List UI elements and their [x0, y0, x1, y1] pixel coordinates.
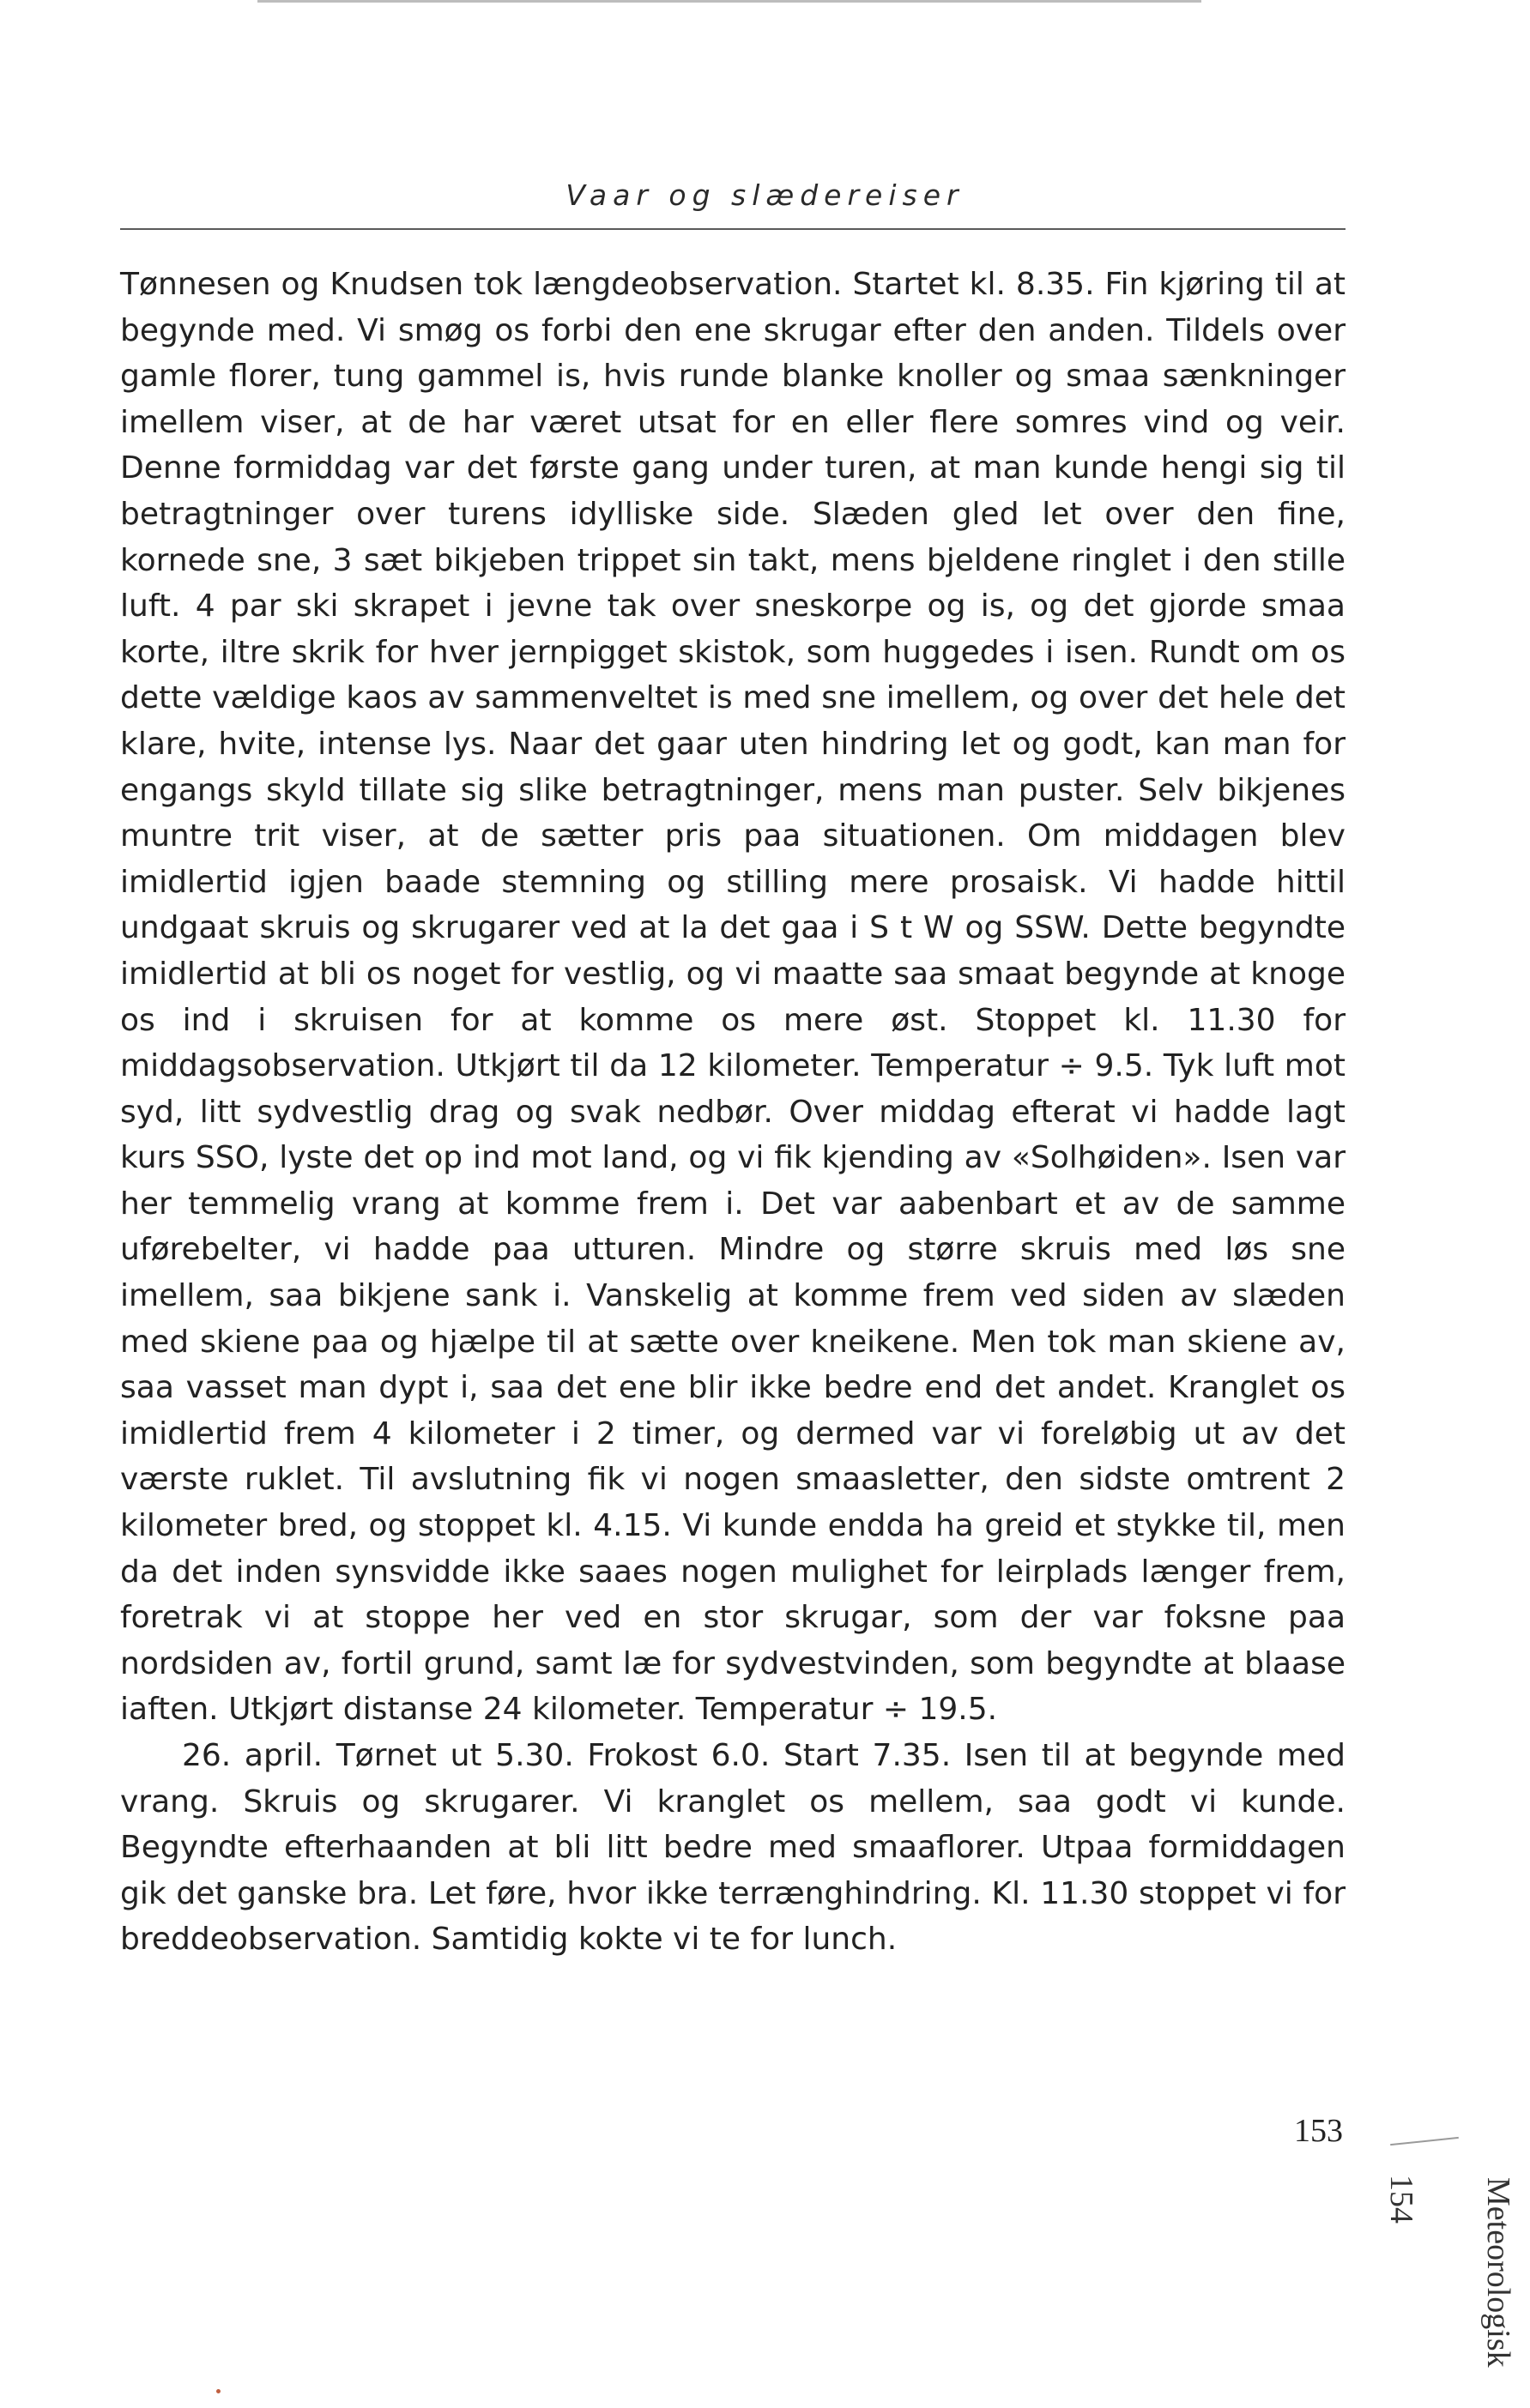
top-edge-rule: [257, 0, 1201, 3]
header-rule: [120, 228, 1346, 230]
paragraph-2: 26. april. Tørnet ut 5.30. Frokost 6.0. Start 7.35. Isen til at begynde med vrang. Skruis og skrugarer. Vi kranglet os mellem, saa godt vi kunde. Begyndte efterhaanden at bli litt bedre med smaaflorer. Utpaa formiddagen gik det ganske bra. Let føre, hvor ikke terrænghindring. Kl. 11.30 stoppet vi for breddeobservation. Samtidig kokte vi te for lunch.: [120, 1738, 1346, 1958]
margin-page-note: 154: [1383, 2175, 1419, 2224]
body-text: [120, 262, 1346, 1963]
paper-speck: [216, 2389, 221, 2393]
page-number: 153: [1294, 2113, 1343, 2149]
running-head: Vaar og slædereiser: [565, 178, 965, 212]
pencil-mark: [1390, 2137, 1459, 2145]
paragraph-1: Tønnesen og Knudsen tok længdeobservation. Startet kl. 8.35. Fin kjøring til at begynde med. Vi smøg os forbi den ene skrugar efter den anden. Tildels over gamle florer, tung gammel is, hvis runde blanke knoller og smaa sænkninger imellem viser, at de har været utsat for en eller flere somres vind og veir. Denne formiddag var det første gang under turen, at man kunde hengi sig til betragtninger over turens idylliske side. Slæden gled let over den fine, kornede sne, 3 sæt bikjeben trippet sin takt, mens bjeldene ringlet i den stille luft. 4 par ski skrapet i jevne tak over sneskorpe og is, og det gjorde smaa korte, iltre skrik for hver jernpigget skistok, som huggedes i isen. Rundt om os dette vældige kaos av sammenveltet is med sne imellem, og over det hele det klare, hvite, intense lys. Naar det gaar uten hindring let og godt, kan man for engangs skyld tillate sig slike betragtninger, mens man puster. Selv bikjenes muntre trit viser, at de sætter pris paa situationen. Om middagen blev imidlertid igjen baade stemning og stilling mere prosaisk. Vi hadde hittil undgaat skruis og skrugarer ved at la det gaa i S t W og SSW. Dette begyndte imidlertid at bli os noget for vestlig, og vi maatte saa smaat begynde at knoge os ind i skruisen for at komme os mere øst. Stoppet kl. 11.30 for middagsobservation. Utkjørt til da 12 kilometer. Temperatur ÷ 9.5. Tyk luft mot syd, litt sydvestlig drag og svak nedbør. Over middag efterat vi hadde lagt kurs SSO, lyste det op ind mot land, og vi fik kjending av «Solhøiden». Isen var her temmelig vrang at komme frem i. Det var aabenbart et av de samme uførebelter, vi hadde paa utturen. Mindre og større skruis med løs sne imellem, saa bikjene sank i. Vanskelig at komme frem ved siden av slæden med skiene paa og hjælpe til at sætte over kneikene. Men tok man skiene av, saa vasset man dypt i, saa det ene blir ikke bedre end det andet. Kranglet os imidlertid frem 4 kilometer i 2 timer, og dermed var vi foreløbig ut av det værste ruklet. Til avslutning fik vi nogen smaasletter, den sidste omtrent 2 kilometer bred, og stoppet kl. 4.15. Vi kunde endda ha greid et stykke til, men da det inden synsvidde ikke saaes nogen mulighet for leirplads længer frem, foretrak vi at stoppe her ved en stor skrugar, som der var foksne paa nordsiden av, fortil grund, samt læ for sydvestvinden, som begyndte at blaase iaften. Utkjørt distanse 24 kilometer. Temperatur ÷ 19.5.: [120, 267, 1346, 1728]
archive-stamp: Meteorologisk: [1480, 2177, 1516, 2368]
